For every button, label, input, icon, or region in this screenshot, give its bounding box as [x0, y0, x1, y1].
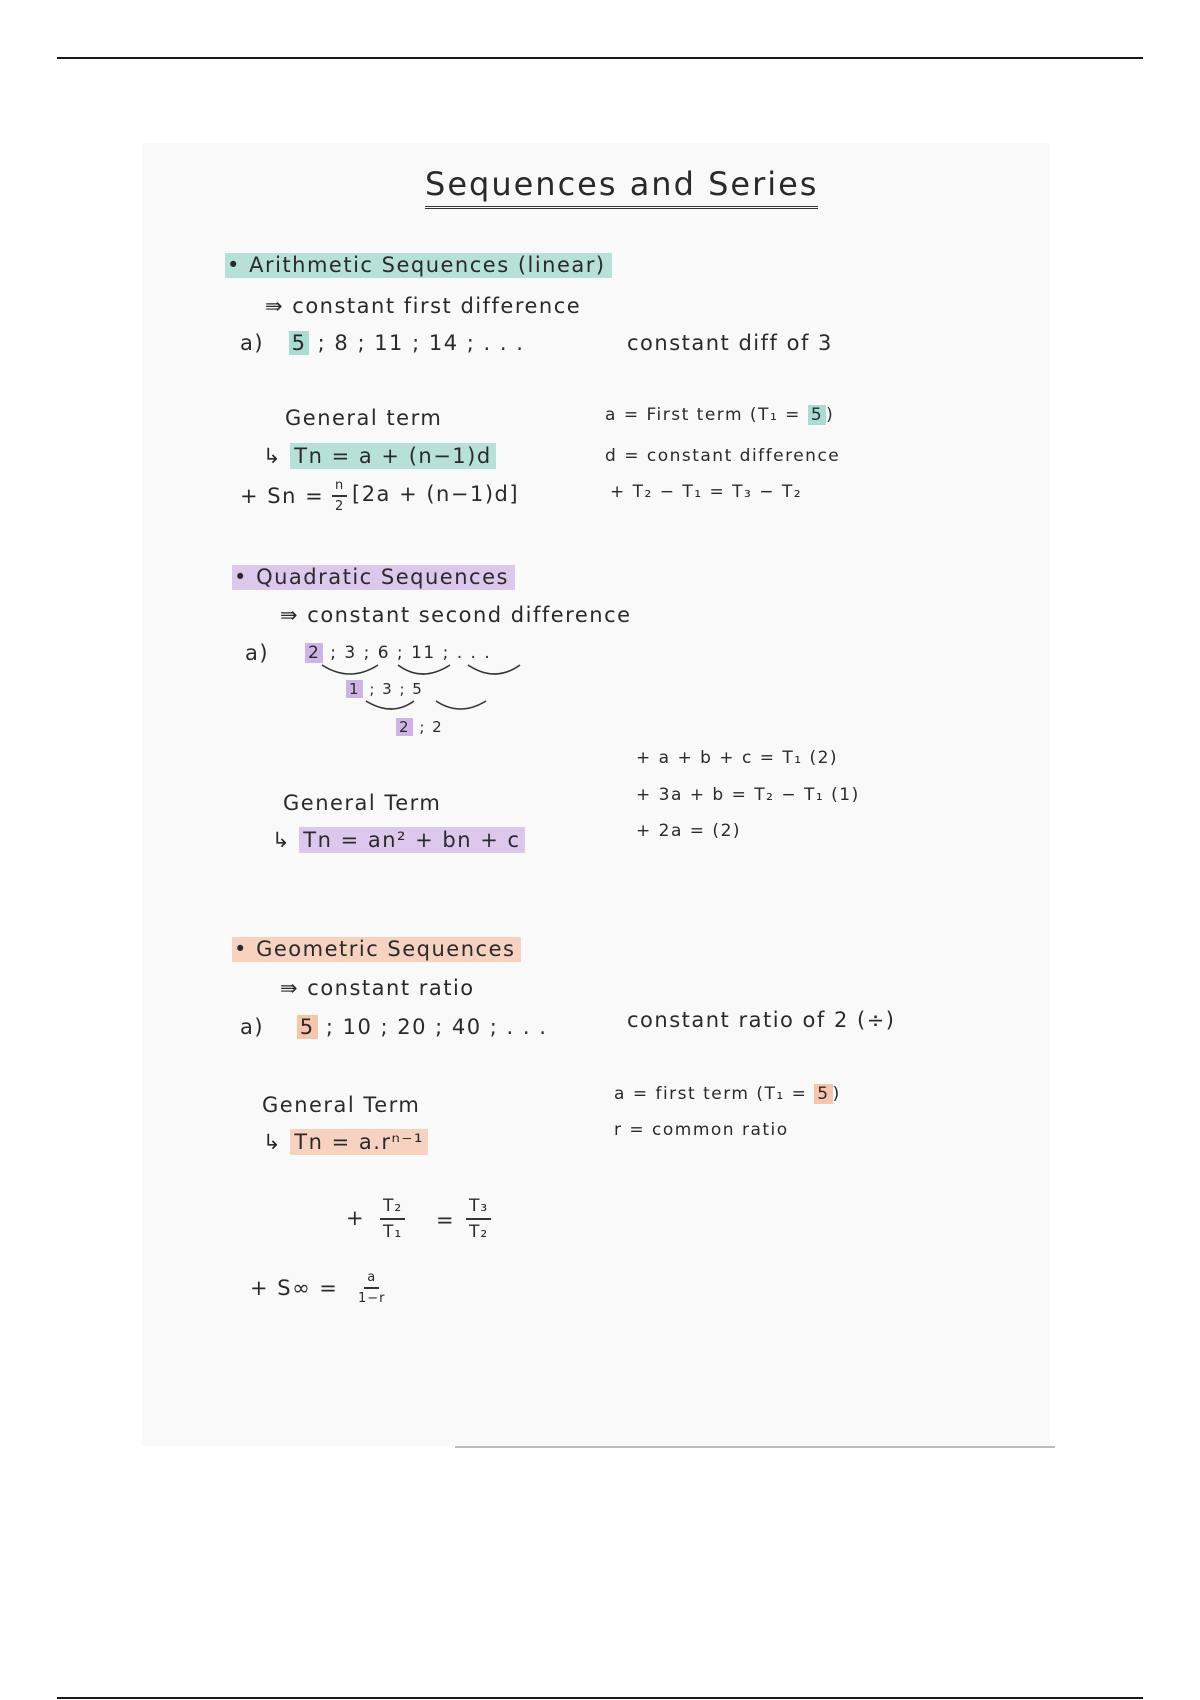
fraction-numerator: n	[332, 478, 347, 497]
geometric-example	[240, 1017, 547, 1038]
bullet-icon: •	[227, 253, 241, 277]
quadratic-heading-text: Quadratic Sequences	[256, 565, 509, 589]
def-a-text: a = First term (T₁ =	[605, 405, 801, 425]
example-terms: ; 8 ; 11 ; 14 ; . . .	[317, 331, 525, 355]
quadratic-eq1: + a + b + c = T₁ (2)	[636, 748, 839, 768]
difference-arc	[436, 701, 486, 709]
first-differences: ; 3 ; 5	[369, 680, 424, 698]
difference-arrows	[300, 655, 560, 725]
geometric-example-note: constant ratio of 2 (÷)	[627, 1008, 896, 1032]
fraction-numerator: T₃	[466, 1196, 491, 1220]
arrow-icon: ↳	[263, 1130, 283, 1154]
difference-arc	[398, 665, 450, 674]
quadratic-first-term: 2	[305, 643, 323, 663]
fraction-numerator: a	[364, 1270, 379, 1289]
second-differences: ; 2	[419, 718, 444, 736]
geometric-general-term	[263, 1132, 428, 1153]
ratio-right-fraction	[466, 1196, 491, 1242]
quadratic-example-label: a)	[245, 641, 270, 665]
first-difference-start: 1	[346, 680, 363, 698]
arithmetic-heading-text: Arithmetic Sequences (linear)	[249, 253, 606, 277]
example-label: a)	[240, 1015, 265, 1039]
geometric-property: ⇛ constant ratio	[280, 976, 475, 1000]
fraction-numerator: T₂	[380, 1196, 405, 1220]
fraction-denominator: T₁	[383, 1222, 403, 1242]
example-terms: ; 10 ; 20 ; 40 ; . . .	[325, 1015, 548, 1039]
bottom-rule	[57, 1697, 1143, 1699]
def-a-suffix: )	[832, 1084, 841, 1104]
geometric-heading-text: Geometric Sequences	[256, 937, 516, 961]
difference-arc	[468, 665, 520, 674]
def-a-value: 5	[814, 1084, 832, 1104]
second-difference-start: 2	[396, 718, 413, 736]
def-a-text: a = first term (T₁ =	[614, 1084, 808, 1104]
arithmetic-def-d: d = constant difference	[605, 446, 841, 466]
arithmetic-heading	[225, 253, 612, 278]
example-label: a)	[240, 331, 265, 355]
difference-arc	[322, 665, 378, 674]
sum-to-infinity-prefix: + S∞ =	[250, 1276, 339, 1300]
def-a-value: 5	[808, 405, 826, 425]
geometric-heading	[232, 937, 521, 962]
geometric-general-term-label: General Term	[262, 1093, 421, 1117]
bullet-icon: •	[234, 565, 248, 589]
arithmetic-sum-bracket: [2a + (n−1)d]	[352, 482, 520, 506]
geometric-gt-formula: Tn = a.rⁿ⁻¹	[290, 1129, 428, 1155]
arrow-icon: ↳	[272, 828, 292, 852]
quadratic-heading	[232, 565, 515, 590]
quadratic-terms: ; 3 ; 6 ; 11 ; . . .	[330, 643, 492, 663]
quadratic-gt-formula: Tn = an² + bn + c	[299, 827, 524, 853]
quadratic-general-term-label: General Term	[283, 791, 442, 815]
ratio-equals: =	[436, 1208, 456, 1232]
page-bottom-edge	[455, 1446, 1055, 1448]
arithmetic-general-term-label: General term	[285, 406, 443, 430]
arithmetic-sum-fraction	[332, 478, 347, 514]
page-title: Sequences and Series	[425, 165, 818, 209]
arithmetic-gt-formula: Tn = a + (n−1)d	[290, 443, 495, 469]
geometric-def-r: r = common ratio	[614, 1120, 789, 1140]
arithmetic-def-a	[605, 407, 834, 424]
sum-to-infinity-fraction	[358, 1270, 386, 1306]
quadratic-eq2: + 3a + b = T₂ − T₁ (1)	[636, 785, 860, 805]
quadratic-property: ⇛ constant second difference	[280, 603, 632, 627]
example-first-term: 5	[297, 1015, 318, 1039]
arrow-icon: ↳	[263, 444, 283, 468]
fraction-denominator: T₂	[469, 1222, 489, 1242]
arithmetic-example	[240, 333, 524, 354]
arithmetic-property: ⇛ constant first difference	[265, 294, 582, 318]
quadratic-eq3: + 2a = (2)	[636, 821, 742, 841]
bullet-icon: •	[234, 937, 248, 961]
arithmetic-def-diff: + T₂ − T₁ = T₃ − T₂	[610, 482, 803, 502]
def-a-suffix: )	[826, 405, 835, 425]
arithmetic-example-note: constant diff of 3	[627, 331, 833, 355]
geometric-def-a	[614, 1086, 841, 1103]
top-rule	[57, 57, 1143, 59]
ratio-prefix: +	[346, 1206, 366, 1230]
ratio-left-fraction	[380, 1196, 405, 1242]
arithmetic-sum-prefix: + Sn =	[240, 484, 325, 508]
arithmetic-general-term	[263, 446, 496, 467]
difference-arc	[366, 701, 414, 709]
example-first-term: 5	[289, 331, 310, 355]
fraction-denominator: 2	[334, 499, 345, 514]
fraction-denominator: 1−r	[358, 1291, 386, 1306]
quadratic-general-term	[272, 830, 525, 851]
